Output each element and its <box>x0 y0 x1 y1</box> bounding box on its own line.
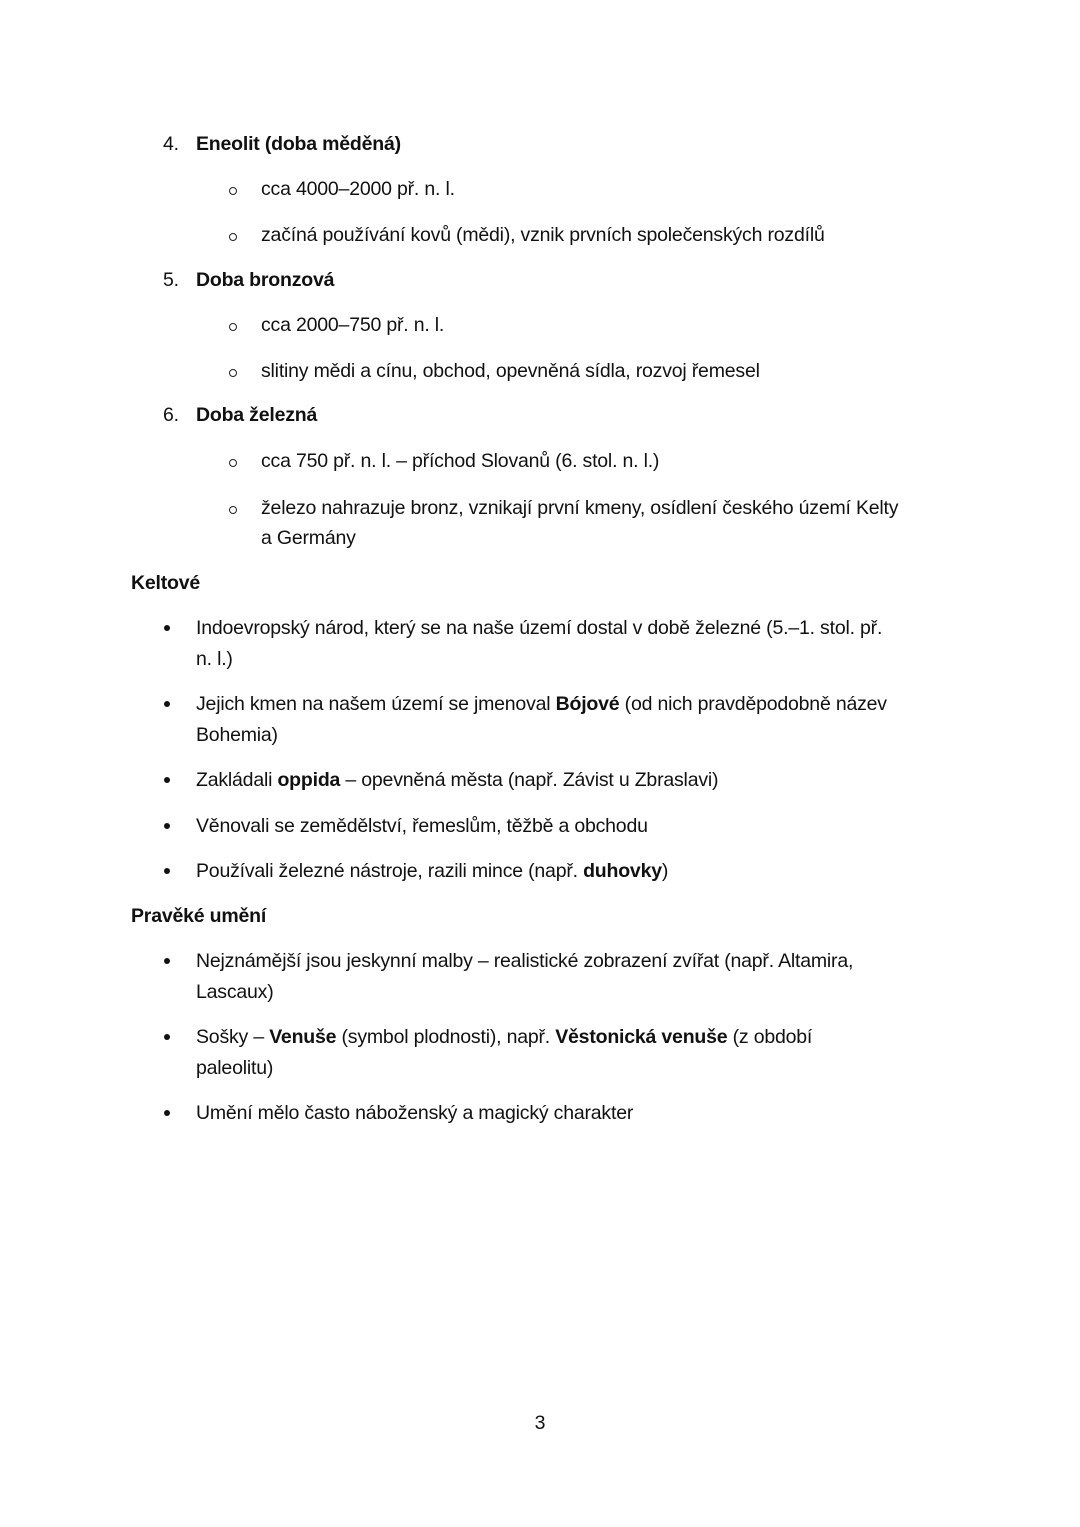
list-item: Indoevropský národ, který se na naše území dostal v době železné (5.–1. stol. př. <box>196 617 883 639</box>
list-number: 5. <box>163 269 179 291</box>
bullet-icon <box>164 823 170 829</box>
list-item: začíná používání kovů (mědi), vznik prvních společenských rozdílů <box>261 224 825 246</box>
list-item: Věnovali se zemědělství, řemeslům, těžbě a obchodu <box>196 815 648 837</box>
circle-bullet-icon <box>229 459 237 467</box>
list-item <box>196 692 887 716</box>
bullet-icon <box>164 1034 170 1040</box>
bold-term: Věstonická venuše <box>555 1026 728 1048</box>
list-item: cca 4000–2000 př. n. l. <box>261 178 455 200</box>
text-run: – opevněná města (např. Závist u Zbraslavi) <box>340 769 719 791</box>
circle-bullet-icon <box>229 506 237 514</box>
page-number: 3 <box>534 1412 546 1434</box>
list-number: 6. <box>163 404 179 426</box>
list-number: 4. <box>163 133 179 155</box>
list-item: Nejznámější jsou jeskynní malby – realistické zobrazení zvířat (např. Altamira, <box>196 950 854 972</box>
period-title: Doba bronzová <box>196 269 335 291</box>
period-title: Eneolit (doba měděná) <box>196 133 401 155</box>
bold-term: oppida <box>277 769 341 791</box>
text-run: Sošky – <box>196 1026 270 1048</box>
bullet-icon <box>164 777 170 783</box>
circle-bullet-icon <box>229 369 237 377</box>
text-run: ) <box>661 860 669 882</box>
bullet-icon <box>164 701 170 707</box>
text-run: Jejich kmen na našem území se jmenoval <box>196 693 556 715</box>
list-item: Umění mělo často náboženský a magický charakter <box>196 1102 634 1124</box>
bold-term: Bójové <box>555 693 620 715</box>
text-run: (z období <box>727 1026 813 1048</box>
list-item <box>196 768 718 792</box>
list-item-continuation: n. l.) <box>196 648 233 670</box>
list-item: železo nahrazuje bronz, vznikají první kmeny, osídlení českého území Kelty <box>261 497 899 519</box>
circle-bullet-icon <box>229 323 237 331</box>
list-item-continuation: Lascaux) <box>196 981 274 1003</box>
text-run: Používali železné nástroje, razili mince (např. <box>196 860 584 882</box>
bullet-icon <box>164 958 170 964</box>
list-item-continuation: paleolitu) <box>196 1057 274 1079</box>
bullet-icon <box>164 868 170 874</box>
list-item-continuation: Bohemia) <box>196 724 278 746</box>
circle-bullet-icon <box>229 187 237 195</box>
list-item <box>196 1025 812 1049</box>
circle-bullet-icon <box>229 233 237 241</box>
bold-term: duhovky <box>583 860 662 882</box>
text-run: (symbol plodnosti), např. <box>336 1026 556 1048</box>
text-run: Zakládali <box>196 769 278 791</box>
bullet-icon <box>164 1110 170 1116</box>
list-item <box>196 859 668 883</box>
list-item-continuation: a Germány <box>261 527 356 549</box>
period-title: Doba železná <box>196 404 318 426</box>
list-item: slitiny mědi a cínu, obchod, opevněná sídla, rozvoj řemesel <box>261 360 760 382</box>
bold-term: Venuše <box>269 1026 337 1048</box>
list-item: cca 750 př. n. l. – příchod Slovanů (6. stol. n. l.) <box>261 450 660 472</box>
list-item: cca 2000–750 př. n. l. <box>261 314 445 336</box>
bullet-icon <box>164 625 170 631</box>
text-run: (od nich pravděpodobně název <box>619 693 887 715</box>
section-heading-art: Pravěké umění <box>131 905 267 927</box>
section-heading-celts: Keltové <box>131 572 201 594</box>
